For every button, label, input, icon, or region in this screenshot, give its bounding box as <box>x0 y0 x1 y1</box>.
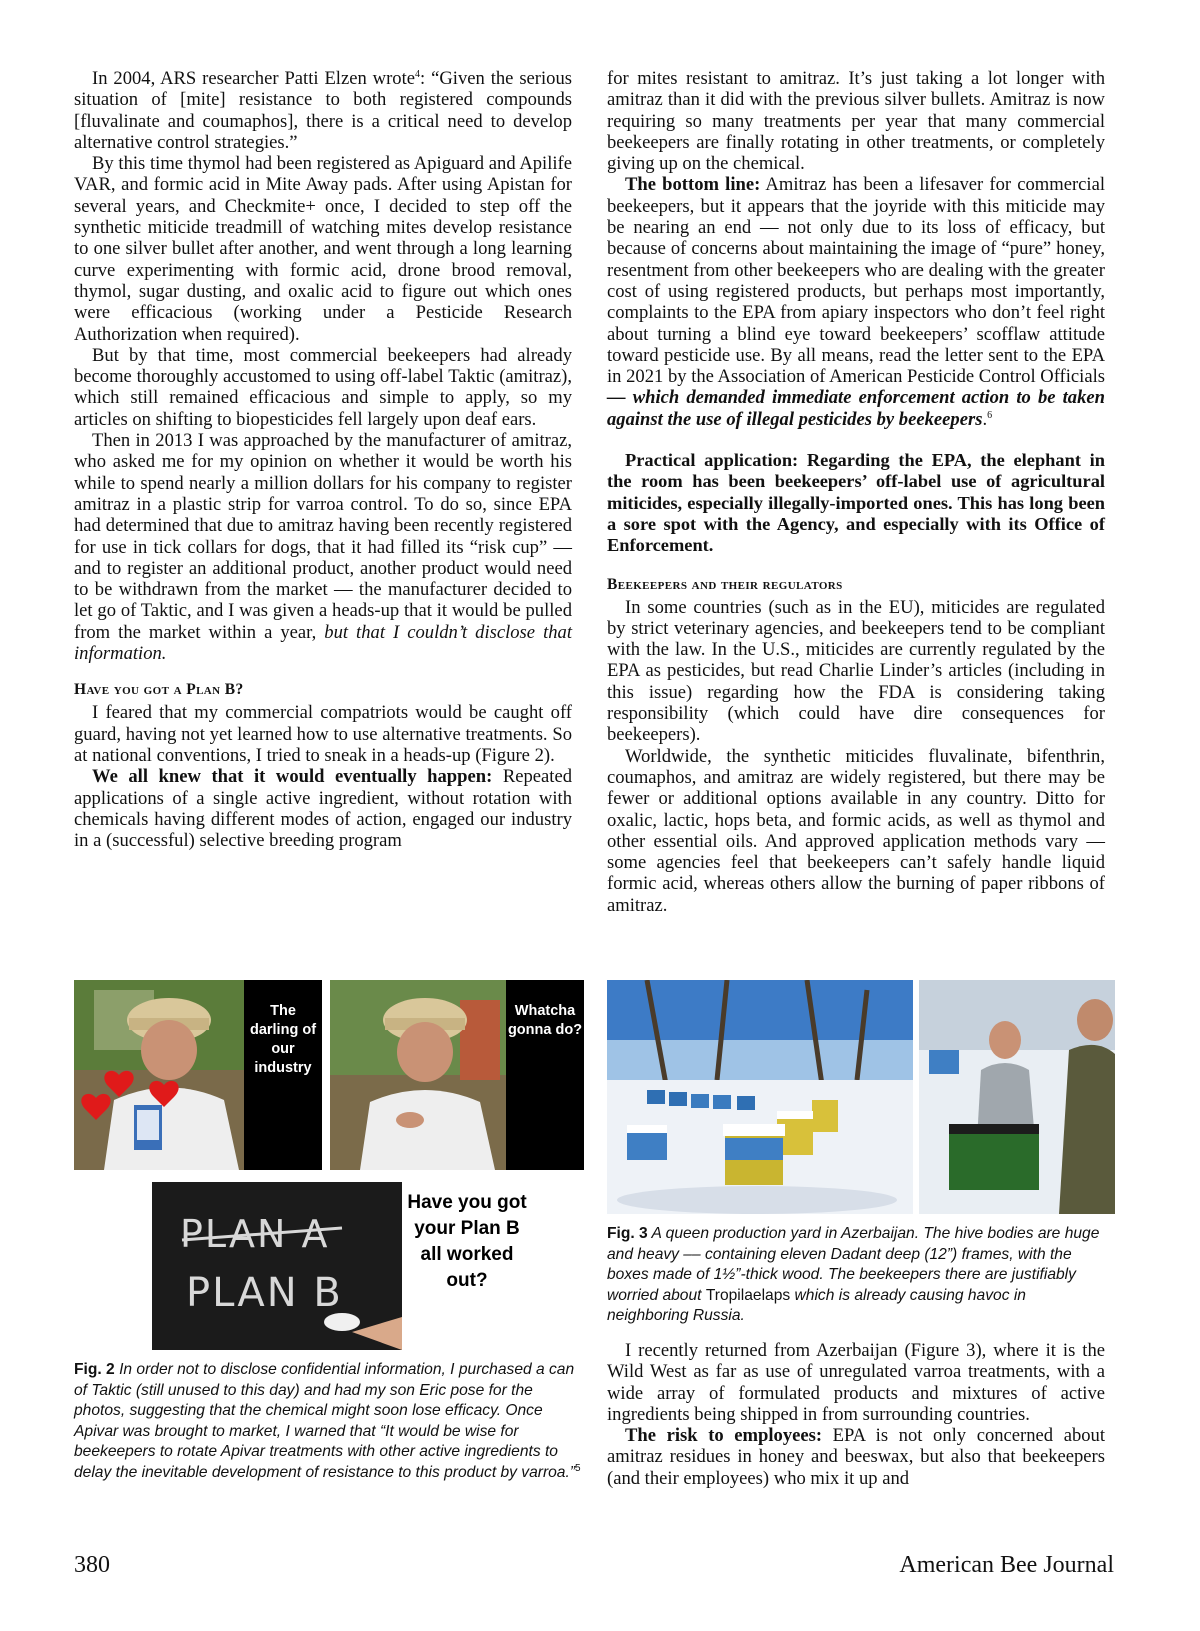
beekeepers-image <box>919 980 1115 1214</box>
right-column-lower <box>607 1340 1105 1489</box>
paragraph: for mites resistant to amitraz. It’s just taking a lot longer with amitraz than it did with the previous silver bullets. Amitraz is now requiring so many treatments per year that many commercial beekeepers are finally rotating in other treatments, or completely giving up on the chemical. <box>607 68 1105 175</box>
paragraph: By this time thymol had been registered as Apiguard and Apilife VAR, and formic acid in Mite Away pads. After using Apistan for several years, and Checkmite+ once, I decided to step off the synthetic miticide treadmill of watching mites develop resistance to one silver bullet after another, and went through a long learning curve experimenting with formic acid, drone brood removal, thymol, sugar dusting, and oxalic acid to figure out which ones were efficacious (working under a Pesticide Research Authorization when required). <box>74 153 572 345</box>
journal-name: American Bee Journal <box>899 1552 1114 1578</box>
paragraph: Then in 2013 I was approached by the manufacturer of amitraz, who asked me for my opinion on whether it would be worth his while to spend nearly a million dollars for his company to register amitraz in a plastic strip for varroa control. To do so, since EPA had determined that due to amitraz having been recently registered for use in tick collars for dogs, that it had filled its “risk cup” — and to register an additional product, another product would need to be withdrawn from the market — the manufacturer decided to let go of Taktic, and I was given a heads-up that it would be pulled from the market within a year, but that I couldn’t disclose that information. <box>74 430 572 665</box>
photo-panel-darling <box>74 980 322 1170</box>
paragraph: I feared that my commercial compatriots would be caught off guard, having not yet learned how to use alternative treatments. So at national conventions, I tried to sneak in a heads-up (Figure 2). <box>74 702 572 766</box>
paragraph: In 2004, ARS researcher Patti Elzen wrote$^4$: “Given the serious situation of [mite] resistance to both registered compounds [fluvalinate and coumaphos], there is a critical need to develop alternative control strategies.” <box>74 68 572 153</box>
paragraph: But by that time, most commercial beekeepers had already become thoroughly accustomed to using off-label Taktic (amitraz), which still remained efficacious and simple to apply, so my articles on shifting to biopesticides fell largely upon deaf ears. <box>74 344 572 430</box>
right-column <box>607 68 1105 916</box>
section-heading: Beekeepers and their regulators <box>607 575 843 593</box>
section-heading: Have you got a Plan B? <box>74 681 244 699</box>
practical-application: Practical application: Regarding the EPA, the elephant in the room has been beekeepers’ off-label use of agricultural miticides, especially illegally-imported ones. This has long been a sore spot with the Agency, and especially with its Office of Enforcement. <box>607 450 1105 556</box>
beekeepers-photo <box>919 980 1115 1214</box>
figure-2-caption: Fig. 2 In order not to disclose confidential information, I purchased a can of Taktic (still unused to this day) and had my son Eric pose for the photos, suggesting that the chemical might soon lose efficacy. Once Apivar was brought to market, I warned that “It would be wise for beekeepers to rotate Apivar treatments with other active ingredients to delay the inevitable development of resistance to this product by varroa.”$^5$ <box>74 1361 581 1481</box>
paragraph: The risk to employees: EPA is not only concerned about amitraz residues in honey and beeswax, but also that beekeepers (and their employees) who mix it up and <box>607 1425 1106 1489</box>
paragraph: Worldwide, the synthetic miticides fluvalinate, bifenthrin, coumaphos, and amitraz are widely registered, but there may be fewer or additional options available in any country. Ditto for oxalic, lactic, hops beta, and formic acids, as well as thymol and other essential oils. And approved application methods vary — some agencies feel that beekeepers can’t safely handle liquid formic acid, whereas others allow the burning of paper ribbons of amitraz. <box>607 745 1105 916</box>
chalk-plan-a: PLAN A <box>180 1212 330 1256</box>
chalkboard-panel <box>152 1182 560 1350</box>
panel-caption: The darling of our industry <box>249 1003 317 1076</box>
left-column <box>74 68 572 851</box>
snowy-apiary-image <box>607 980 913 1214</box>
paragraph: We all knew that it would eventually happen: Repeated applications of a single active ingredient, without rotation with chemicals having different modes of action, engaged our industry in a (successful) selective breeding program <box>74 766 572 852</box>
panel-caption: Have you got your Plan B all worked out? <box>407 1192 527 1291</box>
photo-panel-whatcha <box>330 980 584 1170</box>
page-number: 380 <box>74 1552 110 1578</box>
paragraph: The bottom line: Amitraz has been a lifesaver for commercial beekeepers, but it appears that the joyride with this miticide may be nearing an end — not only due to its loss of efficacy, but because of concerns about maintaining the image of “pure” honey, resentment from other beekeepers who are dealing with the greater cost of using registered products, but perhaps most importantly, complaints to the EPA from apiary inspectors who don’t feel right about turning a blind eye toward beekeepers’ scofflaw attitude toward pesticide use. By all means, read the letter sent to the EPA in 2021 by the Association of American Pesticide Control Officials — which demanded immediate enforcement action to be taken against the use of illegal pesticides by beekeepers.$^6$ <box>607 174 1106 430</box>
chalk-plan-b: PLAN B <box>186 1270 343 1316</box>
paragraph: I recently returned from Azerbaijan (Figure 3), where it is the Wild West as far as use of unregulated varroa treatments, with a wide array of formulated products and mixtures of active ingredients being shipped in from surrounding countries. <box>607 1340 1105 1425</box>
figure-3-caption: Fig. 3 A queen production yard in Azerbaijan. The hive bodies are huge and heavy –– containing eleven Dadant deep (12”) frames, with the boxes made of 1½”-thick wood. The beekeepers there are justifiably worried about Tropilaelaps which is already causing havoc in neighboring Russia. <box>607 1225 1100 1325</box>
apiary-photo <box>607 980 913 1214</box>
panel-caption: Whatcha gonna do? <box>507 1003 583 1038</box>
paragraph: In some countries (such as in the EU), miticides are regulated by strict veterinary agencies, and beekeepers tend to be compliant with the law. In the U.S., miticides are currently regulated by the EPA as pesticides, but read Charlie Linder’s articles (including in this issue) regarding how the FDA is considering taking responsibility (which could have dire consequences for beekeepers). <box>607 596 1105 746</box>
